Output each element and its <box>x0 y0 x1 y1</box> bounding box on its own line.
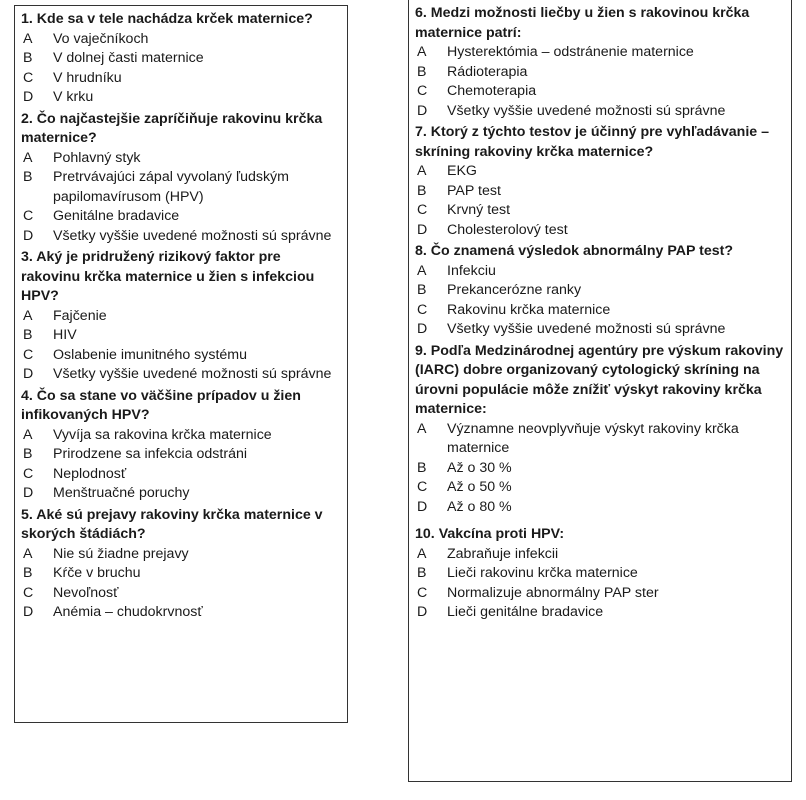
option-text: Pohlavný styk <box>53 149 141 166</box>
option-text: Anémia – chudokrvnosť <box>53 604 203 620</box>
option-letter: D <box>417 102 428 119</box>
answer-option <box>21 307 341 327</box>
question-title <box>415 123 785 162</box>
option-text: Neplodnosť <box>53 465 127 482</box>
option-letter: B <box>417 182 427 199</box>
option-letter: D <box>23 604 34 620</box>
question-number: 6. <box>415 5 427 21</box>
option-text: Genitálne bradavice <box>53 208 180 224</box>
option-text: Infekciu <box>447 262 496 279</box>
question-title <box>21 110 341 149</box>
answer-option <box>415 478 785 498</box>
option-text: Prirodzene sa infekcia odstráni <box>53 446 247 462</box>
option-letter: B <box>23 50 33 66</box>
answer-option <box>415 221 785 241</box>
question-title <box>415 4 785 43</box>
option-letter: D <box>23 227 34 244</box>
option-letter: C <box>23 584 34 601</box>
option-letter: B <box>23 169 33 185</box>
answer-option <box>415 564 785 584</box>
option-text: Fajčenie <box>53 307 107 324</box>
question-number: 8. <box>415 243 427 259</box>
option-text: Normalizuje abnormálny PAP ster <box>447 584 659 601</box>
question-block <box>21 10 341 108</box>
option-letter: B <box>23 565 33 581</box>
option-letter: B <box>417 282 427 298</box>
question-text: Kde sa v tele nachádza krček maternice? <box>36 11 313 27</box>
answer-option <box>415 63 785 83</box>
option-letter: B <box>23 327 33 343</box>
question-block <box>21 110 341 247</box>
option-text: Menštruačné poruchy <box>53 485 190 501</box>
option-letter: C <box>23 465 34 482</box>
question-number: 9. <box>415 342 427 359</box>
question-text: Medzi možnosti liečby u žien s rakovinou krčka maternice patrí: <box>415 5 750 41</box>
question-text: Čo najčastejšie zapríčiňuje rakovinu krčka maternice? <box>21 110 323 146</box>
option-letter: D <box>417 221 428 238</box>
option-text: PAP test <box>447 182 501 199</box>
option-text: Chemoterapia <box>447 83 537 99</box>
option-letter: B <box>417 565 427 581</box>
option-text: V dolnej časti maternice <box>53 50 204 66</box>
option-letter: B <box>23 446 33 462</box>
option-text: Vyvíja sa rakovina krčka maternice <box>53 426 272 443</box>
option-text: Kŕče v bruchu <box>53 565 141 581</box>
option-letter: D <box>23 366 34 382</box>
question-text: Aký je pridružený rizikový faktor pre rakovinu krčka maternice u žien s infekciou HPV? <box>21 249 315 304</box>
question-number: 4. <box>21 387 33 404</box>
option-letter: D <box>417 321 428 337</box>
option-text: Cholesterolový test <box>447 221 568 238</box>
question-number: 2. <box>21 110 33 127</box>
answer-option <box>21 207 341 227</box>
answer-option <box>21 49 341 69</box>
option-letter: D <box>23 485 34 501</box>
option-text: Všetky vyššie uvedené možnosti sú správne <box>53 227 332 244</box>
question-title <box>21 387 341 426</box>
option-text: Všetky vyššie uvedené možnosti sú správne <box>447 321 726 337</box>
answer-option <box>415 459 785 479</box>
option-letter: B <box>417 63 427 80</box>
answer-option <box>415 301 785 321</box>
question-title <box>21 506 341 545</box>
option-letter: C <box>417 202 428 218</box>
answer-option <box>21 484 341 504</box>
option-text: Až o 50 % <box>447 479 512 495</box>
answer-option <box>21 603 341 623</box>
option-text: HIV <box>53 327 77 343</box>
answer-option <box>415 162 785 182</box>
option-letter: A <box>23 545 33 562</box>
answer-option <box>21 584 341 604</box>
answer-option <box>21 69 341 89</box>
answer-option <box>415 82 785 102</box>
quiz-column-right <box>408 0 792 782</box>
option-letter: C <box>23 346 34 363</box>
answer-option <box>415 102 785 122</box>
answer-option <box>415 420 785 459</box>
option-text: Zabraňuje infekcii <box>447 545 559 562</box>
option-text: Prekancerózne ranky <box>447 282 582 298</box>
option-text: Až o 80 % <box>447 498 512 515</box>
answer-option <box>415 584 785 604</box>
option-letter: A <box>23 149 33 166</box>
option-letter: C <box>23 69 34 86</box>
option-letter: A <box>417 545 427 562</box>
option-text: Významne neovplyvňuje výskyt rakoviny krčka maternice <box>447 420 739 456</box>
quiz-column-left <box>14 5 348 723</box>
question-block <box>21 387 341 504</box>
answer-option <box>415 262 785 282</box>
question-block <box>415 342 785 518</box>
option-text: Pretrvávajúci zápal vyvolaný ľudským papilomavírusom (HPV) <box>53 169 289 205</box>
question-title <box>21 10 341 30</box>
question-text: Vakcína proti HPV: <box>438 526 565 542</box>
option-letter: C <box>417 301 428 318</box>
option-letter: C <box>23 208 34 224</box>
option-text: V hrudníku <box>53 69 122 86</box>
option-letter: B <box>417 459 427 476</box>
answer-option <box>21 426 341 446</box>
answer-option <box>415 43 785 63</box>
option-text: Oslabenie imunitného systému <box>53 346 247 363</box>
option-text: Všetky vyššie uvedené možnosti sú správne <box>53 366 332 382</box>
question-block <box>21 248 341 385</box>
option-letter: D <box>417 604 428 620</box>
option-text: Lieči rakovinu krčka maternice <box>447 565 638 581</box>
answer-option <box>415 545 785 565</box>
option-text: Hysterektómia – odstránenie maternice <box>447 44 694 60</box>
answer-option <box>415 201 785 221</box>
answer-option <box>415 603 785 623</box>
option-letter: D <box>23 89 34 105</box>
question-title <box>415 342 785 420</box>
question-block <box>415 4 785 121</box>
option-text: Všetky vyššie uvedené možnosti sú správne <box>447 102 726 119</box>
question-number: 5. <box>21 506 33 523</box>
question-block <box>415 123 785 240</box>
option-text: V krku <box>53 89 94 105</box>
option-text: Vo vaječníkoch <box>53 30 149 47</box>
question-block <box>21 506 341 623</box>
answer-option <box>21 365 341 385</box>
option-letter: A <box>417 262 427 279</box>
question-text: Čo sa stane vo väčšine prípadov u žien infikovaných HPV? <box>21 387 301 423</box>
answer-option <box>21 545 341 565</box>
answer-option <box>21 227 341 247</box>
answer-option <box>415 498 785 518</box>
option-letter: C <box>417 479 428 495</box>
option-text: EKG <box>447 163 477 179</box>
answer-option <box>21 346 341 366</box>
option-text: Krvný test <box>447 202 511 218</box>
answer-option <box>21 465 341 485</box>
answer-option <box>21 564 341 584</box>
answer-option <box>21 326 341 346</box>
question-text: Čo znamená výsledok abnormálny PAP test? <box>430 243 734 259</box>
answer-option <box>21 88 341 108</box>
answer-option <box>415 281 785 301</box>
option-letter: C <box>417 584 428 601</box>
option-text: Lieči genitálne bradavice <box>447 604 604 620</box>
option-text: Rakovinu krčka maternice <box>447 301 611 318</box>
answer-option <box>21 30 341 50</box>
question-text: Aké sú prejavy rakoviny krčka maternice v skorých štádiách? <box>21 506 323 542</box>
answer-option <box>21 445 341 465</box>
answer-option <box>415 182 785 202</box>
question-number: 3. <box>21 249 33 265</box>
option-letter: A <box>23 426 33 443</box>
option-letter: A <box>417 163 427 179</box>
option-letter: D <box>417 498 428 515</box>
question-block <box>415 525 785 623</box>
question-block <box>415 242 785 340</box>
answer-option <box>21 168 341 207</box>
option-letter: C <box>417 83 428 99</box>
option-text: Nevoľnosť <box>53 584 119 601</box>
option-letter: A <box>417 44 427 60</box>
question-number: 1. <box>21 11 33 27</box>
option-text: Nie sú žiadne prejavy <box>53 545 189 562</box>
answer-option <box>21 149 341 169</box>
question-title <box>415 525 785 545</box>
option-text: Až o 30 % <box>447 459 512 476</box>
option-text: Rádioterapia <box>447 63 528 80</box>
question-title <box>415 242 785 262</box>
question-number: 7. <box>415 124 427 140</box>
option-letter: A <box>417 420 427 437</box>
option-letter: A <box>23 307 33 324</box>
answer-option <box>415 320 785 340</box>
question-number: 10. <box>415 526 435 542</box>
question-text: Podľa Medzinárodnej agentúry pre výskum rakoviny (IARC) dobre organizovaný cytologický skríning na úrovni populácie môže znížiť výskyt rakoviny krčka maternice: <box>415 342 784 417</box>
question-text: Ktorý z týchto testov je účinný pre vyhľadávanie – skríning rakoviny krčka maternice? <box>415 124 769 160</box>
option-letter: A <box>23 30 33 47</box>
question-title <box>21 248 341 307</box>
